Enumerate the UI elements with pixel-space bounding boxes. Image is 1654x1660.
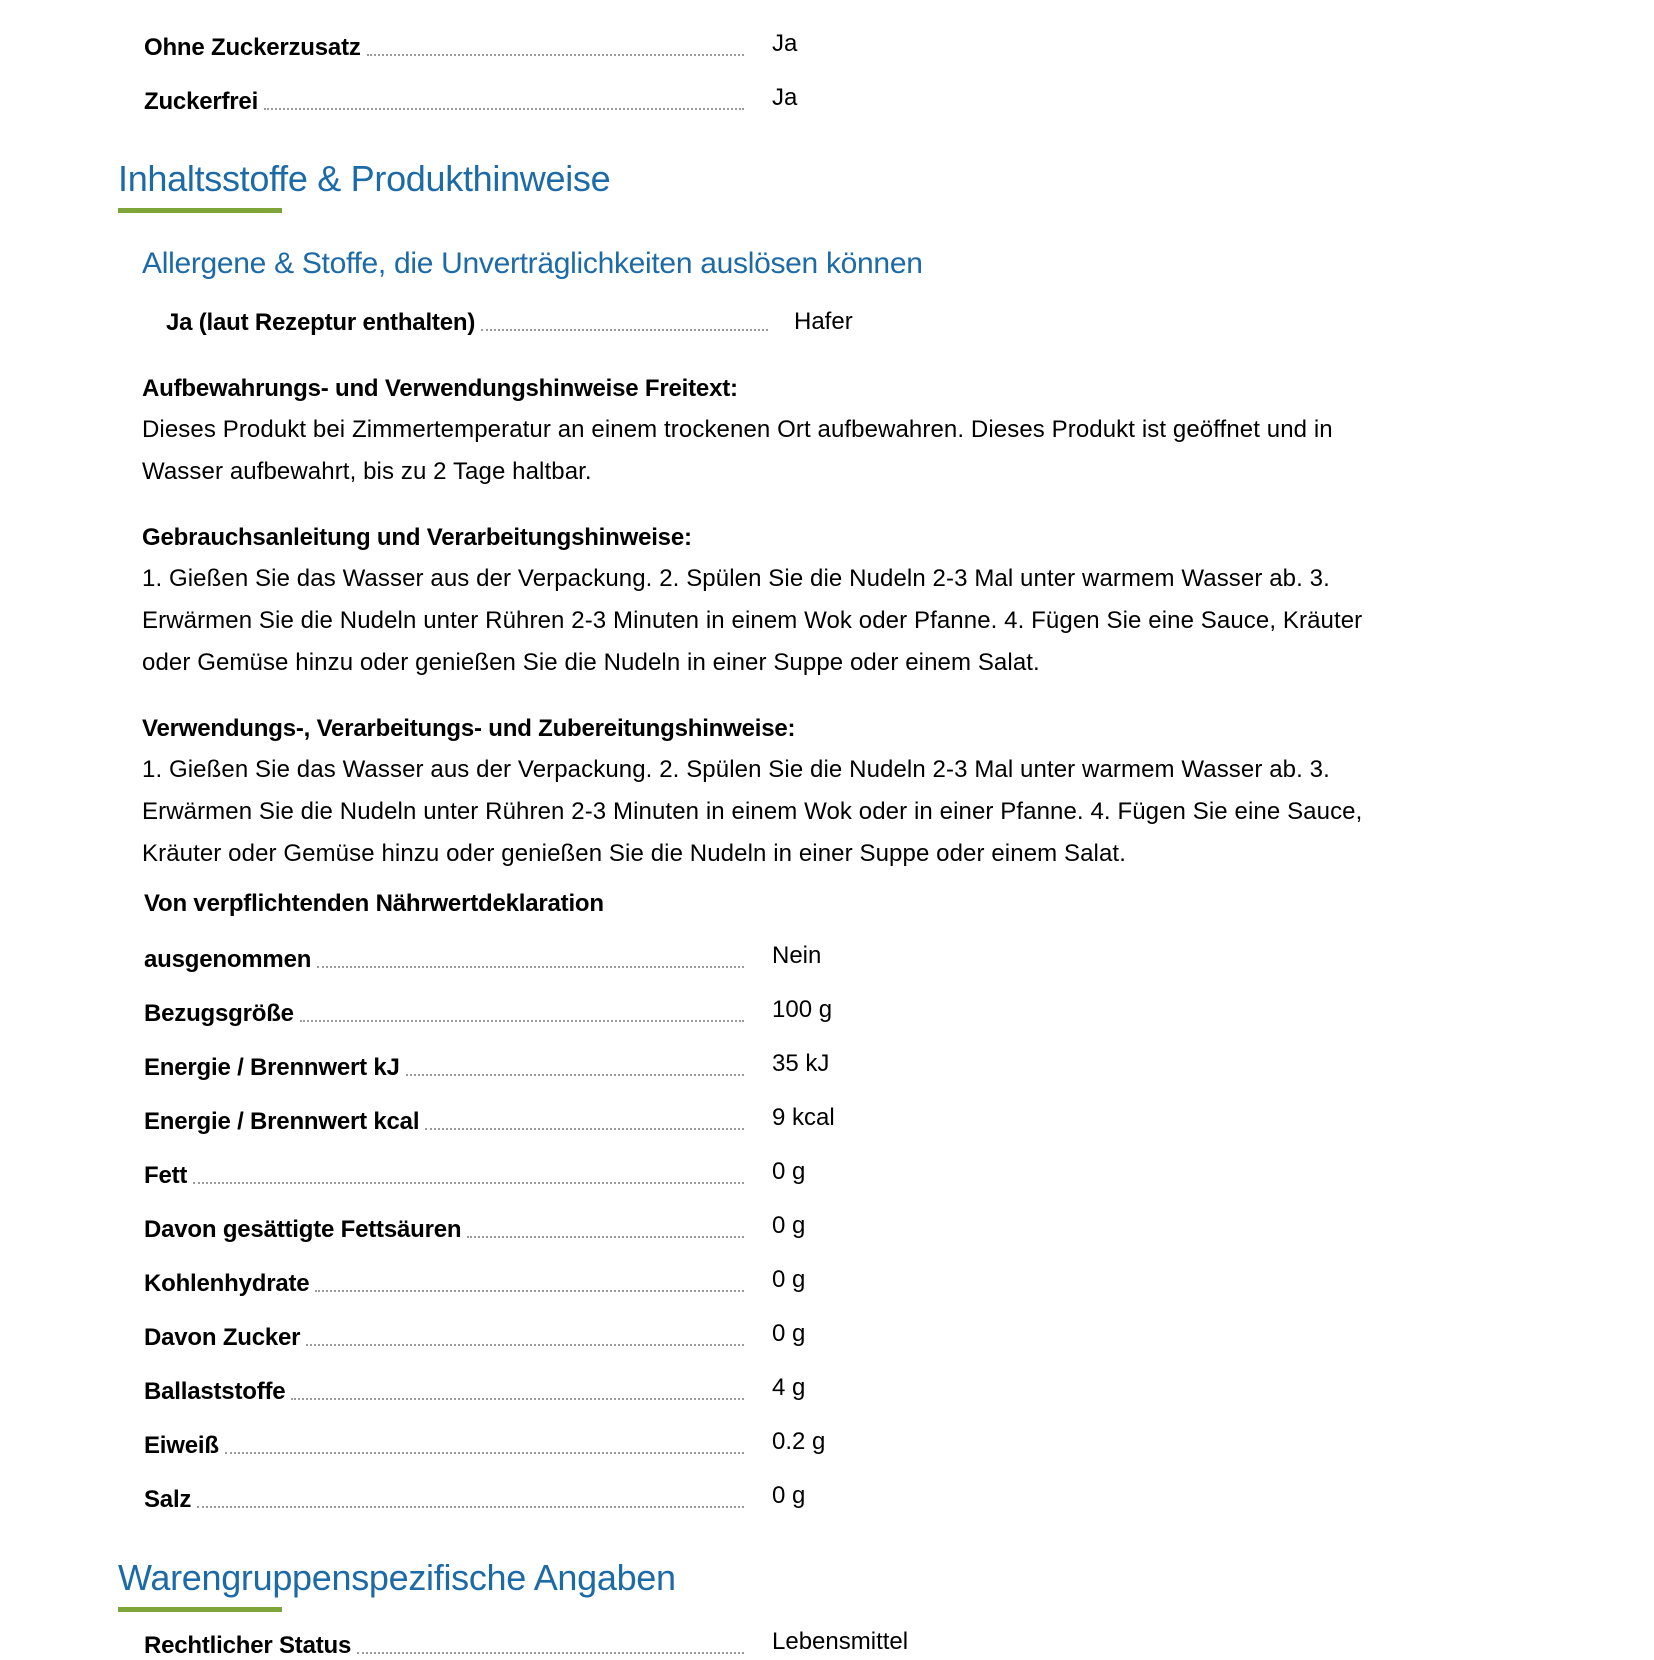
dotted-leader (406, 1074, 744, 1076)
dotted-leader (291, 1398, 744, 1400)
subsection-heading-allergene: Allergene & Stoffe, die Unverträglichkeiten auslösen können (142, 247, 923, 280)
storage-text: Dieses Produkt bei Zimmertemperatur an einem trockenen Ort aufbewahren. Dieses Produkt ist geöffnet und in Wasser aufbewahrt, bis zu 2 Tage haltbar. (142, 416, 1333, 485)
field-label: Energie / Brennwert kcal (144, 1108, 420, 1135)
field-value: 0 g (772, 1320, 806, 1347)
nutrition-row (144, 1426, 744, 1460)
field-value: Lebensmittel (772, 1628, 909, 1655)
field-value: Nein (772, 942, 822, 969)
dotted-leader (300, 1020, 744, 1022)
field-value: 0 g (772, 1482, 806, 1509)
nutrition-row (144, 1156, 744, 1190)
field-value: 0 g (772, 1158, 806, 1185)
dotted-leader (225, 1452, 744, 1454)
field-label: Salz (144, 1486, 192, 1513)
dotted-leader (306, 1344, 744, 1346)
nutrition-row (144, 1480, 744, 1514)
heading-accent-bar (118, 208, 282, 213)
dotted-leader (264, 108, 744, 110)
field-label: ausgenommen (144, 946, 312, 973)
field-value: 9 kcal (772, 1104, 835, 1131)
field-label: Bezugsgröße (144, 1000, 294, 1027)
nutrition-row (144, 1318, 744, 1352)
nutrition-row (144, 1372, 744, 1406)
field-row-allergene (166, 303, 768, 337)
dotted-leader (367, 54, 744, 56)
section-heading-inhaltsstoffe: Inhaltsstoffe & Produkthinweise (118, 158, 611, 199)
nutrition-row (144, 1210, 744, 1244)
nutrition-row (144, 1102, 744, 1136)
nutrition-row (144, 1264, 744, 1298)
nutrition-row (144, 1048, 744, 1082)
field-value: 100 g (772, 996, 833, 1023)
field-label: Davon Zucker (144, 1324, 301, 1351)
dotted-leader (197, 1506, 744, 1508)
dotted-leader (193, 1182, 744, 1184)
instructions-text: 1. Gießen Sie das Wasser aus der Verpackung. 2. Spülen Sie die Nudeln 2-3 Mal unter warmem Wasser ab. 3. Erwärmen Sie die Nudeln unter Rühren 2-3 Minuten in einem Wok oder Pfanne. 4. Fügen Sie eine Sauce, Kräuter oder Gemüse hinzu oder genießen Sie die Nudeln in einer Suppe oder einem Salat. (142, 565, 1363, 676)
storage-title: Aufbewahrungs- und Verwendungshinweise Freitext: (142, 375, 738, 402)
preparation-title: Verwendungs-, Verarbeitungs- und Zubereitungshinweise: (142, 715, 796, 742)
field-value: Ja (772, 84, 798, 111)
field-value: 0.2 g (772, 1428, 826, 1455)
field-label: Rechtlicher Status (144, 1632, 352, 1659)
field-label: Kohlenhydrate (144, 1270, 310, 1297)
nutrition-row (144, 994, 744, 1028)
preparation-text: 1. Gießen Sie das Wasser aus der Verpackung. 2. Spülen Sie die Nudeln 2-3 Mal unter warmem Wasser ab. 3. Erwärmen Sie die Nudeln unter Rühren 2-3 Minuten in einem Wok oder in einer Pfanne. 4. Fügen Sie eine Sauce, Kräuter oder Gemüse hinzu oder genießen Sie die Nudeln in einer Suppe oder einem Salat. (142, 756, 1363, 867)
field-row-rechtlicher-status (144, 1626, 744, 1660)
field-label: Ja (laut Rezeptur enthalten) (166, 309, 476, 336)
field-row-zuckerfrei (144, 82, 744, 116)
field-label: Eiweiß (144, 1432, 219, 1459)
field-value: 4 g (772, 1374, 806, 1401)
dotted-leader (467, 1236, 744, 1238)
field-value: 0 g (772, 1212, 806, 1239)
field-label: Ohne Zuckerzusatz (144, 34, 361, 61)
nutrition-exempt-title: Von verpflichtenden Nährwertdeklaration (144, 890, 604, 917)
heading-accent-bar (118, 1607, 282, 1612)
dotted-leader (425, 1128, 744, 1130)
field-label: Davon gesättigte Fettsäuren (144, 1216, 462, 1243)
field-value: 0 g (772, 1266, 806, 1293)
field-label: Ballaststoffe (144, 1378, 286, 1405)
instructions-title: Gebrauchsanleitung und Verarbeitungshinweise: (142, 524, 692, 551)
field-label: Energie / Brennwert kJ (144, 1054, 400, 1081)
field-row-ohne-zuckerzusatz (144, 28, 744, 62)
dotted-leader (481, 329, 768, 331)
field-label: Fett (144, 1162, 188, 1189)
field-label: Zuckerfrei (144, 88, 259, 115)
field-value: 35 kJ (772, 1050, 830, 1077)
field-value: Hafer (794, 308, 853, 335)
dotted-leader (315, 1290, 744, 1292)
nutrition-row (144, 940, 744, 974)
section-heading-warengruppen: Warengruppenspezifische Angaben (118, 1557, 676, 1598)
dotted-leader (317, 966, 744, 968)
field-value: Ja (772, 30, 798, 57)
